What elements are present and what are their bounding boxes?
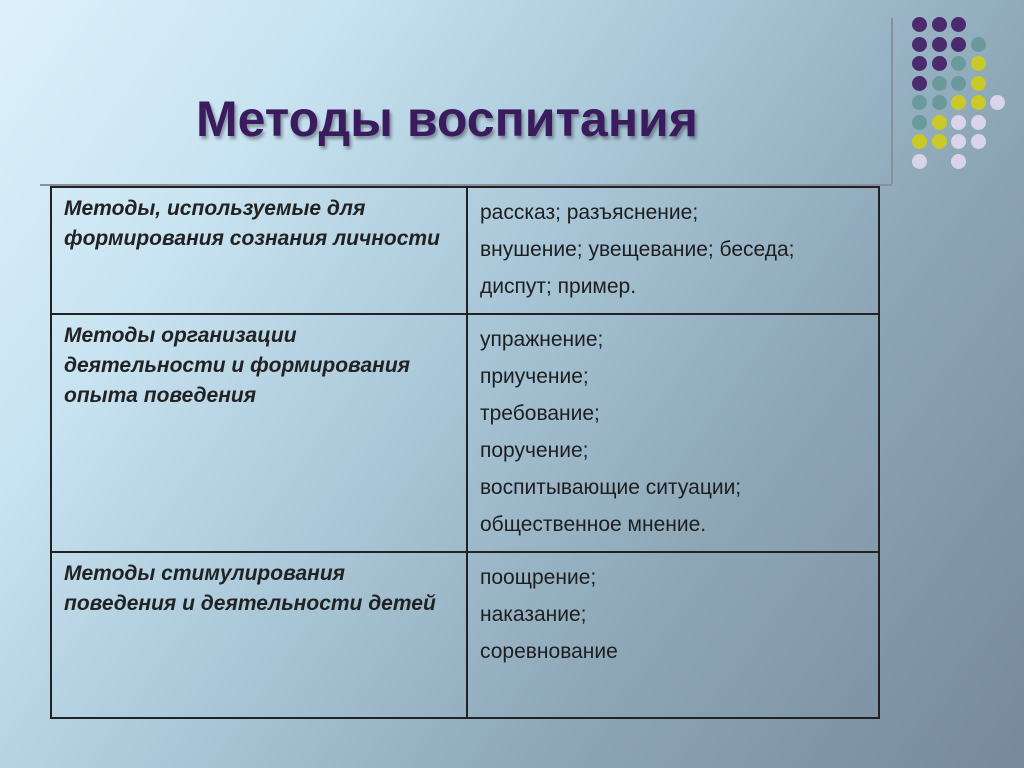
example-item: воспитывающие ситуации; bbox=[480, 476, 742, 499]
decorative-dot bbox=[932, 76, 947, 91]
decorative-dot bbox=[932, 95, 947, 110]
decorative-dot bbox=[951, 95, 966, 110]
decorative-dot bbox=[932, 56, 947, 71]
decorative-dot bbox=[912, 56, 927, 71]
decorative-dot bbox=[971, 95, 986, 110]
decorative-dot bbox=[951, 154, 966, 169]
example-item: упражнение; bbox=[480, 328, 604, 351]
decorative-dot bbox=[912, 134, 927, 149]
example-item: требование; bbox=[480, 402, 600, 425]
decorative-dot bbox=[912, 154, 927, 169]
decorative-dot bbox=[951, 17, 966, 32]
example-item: рассказ; разъяснение; bbox=[480, 201, 699, 224]
method-name-cell: Методы организации деятельности и формирования опыта поведения bbox=[51, 314, 467, 552]
examples-cell bbox=[467, 552, 879, 718]
example-item: диспут; пример. bbox=[480, 275, 637, 298]
example-item: поощрение; bbox=[480, 566, 597, 589]
decorative-dot bbox=[951, 56, 966, 71]
decorative-dot bbox=[932, 115, 947, 130]
decorative-dot bbox=[912, 17, 927, 32]
table-row bbox=[51, 552, 879, 718]
decorative-dot bbox=[971, 37, 986, 52]
decorative-dot bbox=[971, 76, 986, 91]
decorative-dot bbox=[932, 37, 947, 52]
decorative-dot bbox=[951, 115, 966, 130]
decorative-dot bbox=[951, 37, 966, 52]
decorative-dot bbox=[912, 37, 927, 52]
methods-table bbox=[50, 186, 880, 719]
table-row bbox=[51, 314, 879, 552]
decorative-dot bbox=[971, 115, 986, 130]
example-item: наказание; bbox=[480, 603, 587, 626]
decorative-dot bbox=[951, 134, 966, 149]
decorative-dot bbox=[971, 56, 986, 71]
decorative-dot bbox=[932, 134, 947, 149]
example-item: приучение; bbox=[480, 365, 589, 388]
decorative-dot bbox=[912, 115, 927, 130]
decorative-dot bbox=[951, 76, 966, 91]
decorative-dot bbox=[912, 76, 927, 91]
example-item: внушение; увещевание; беседа; bbox=[480, 238, 795, 261]
example-item: поручение; bbox=[480, 439, 589, 462]
method-name-cell: Методы стимулирования поведения и деятельности детей bbox=[51, 552, 467, 718]
examples-cell bbox=[467, 187, 879, 314]
vertical-divider bbox=[891, 18, 893, 184]
decorative-dot bbox=[932, 17, 947, 32]
slide-title: Методы воспитания bbox=[196, 91, 698, 147]
decorative-dot bbox=[990, 95, 1005, 110]
example-item: соревнование bbox=[480, 640, 618, 663]
example-item: общественное мнение. bbox=[480, 513, 707, 536]
decorative-dot bbox=[912, 95, 927, 110]
method-name-cell: Методы, используемые для формирования сознания личности bbox=[51, 187, 467, 314]
examples-cell bbox=[467, 314, 879, 552]
table-row bbox=[51, 187, 879, 314]
decorative-dot bbox=[971, 134, 986, 149]
